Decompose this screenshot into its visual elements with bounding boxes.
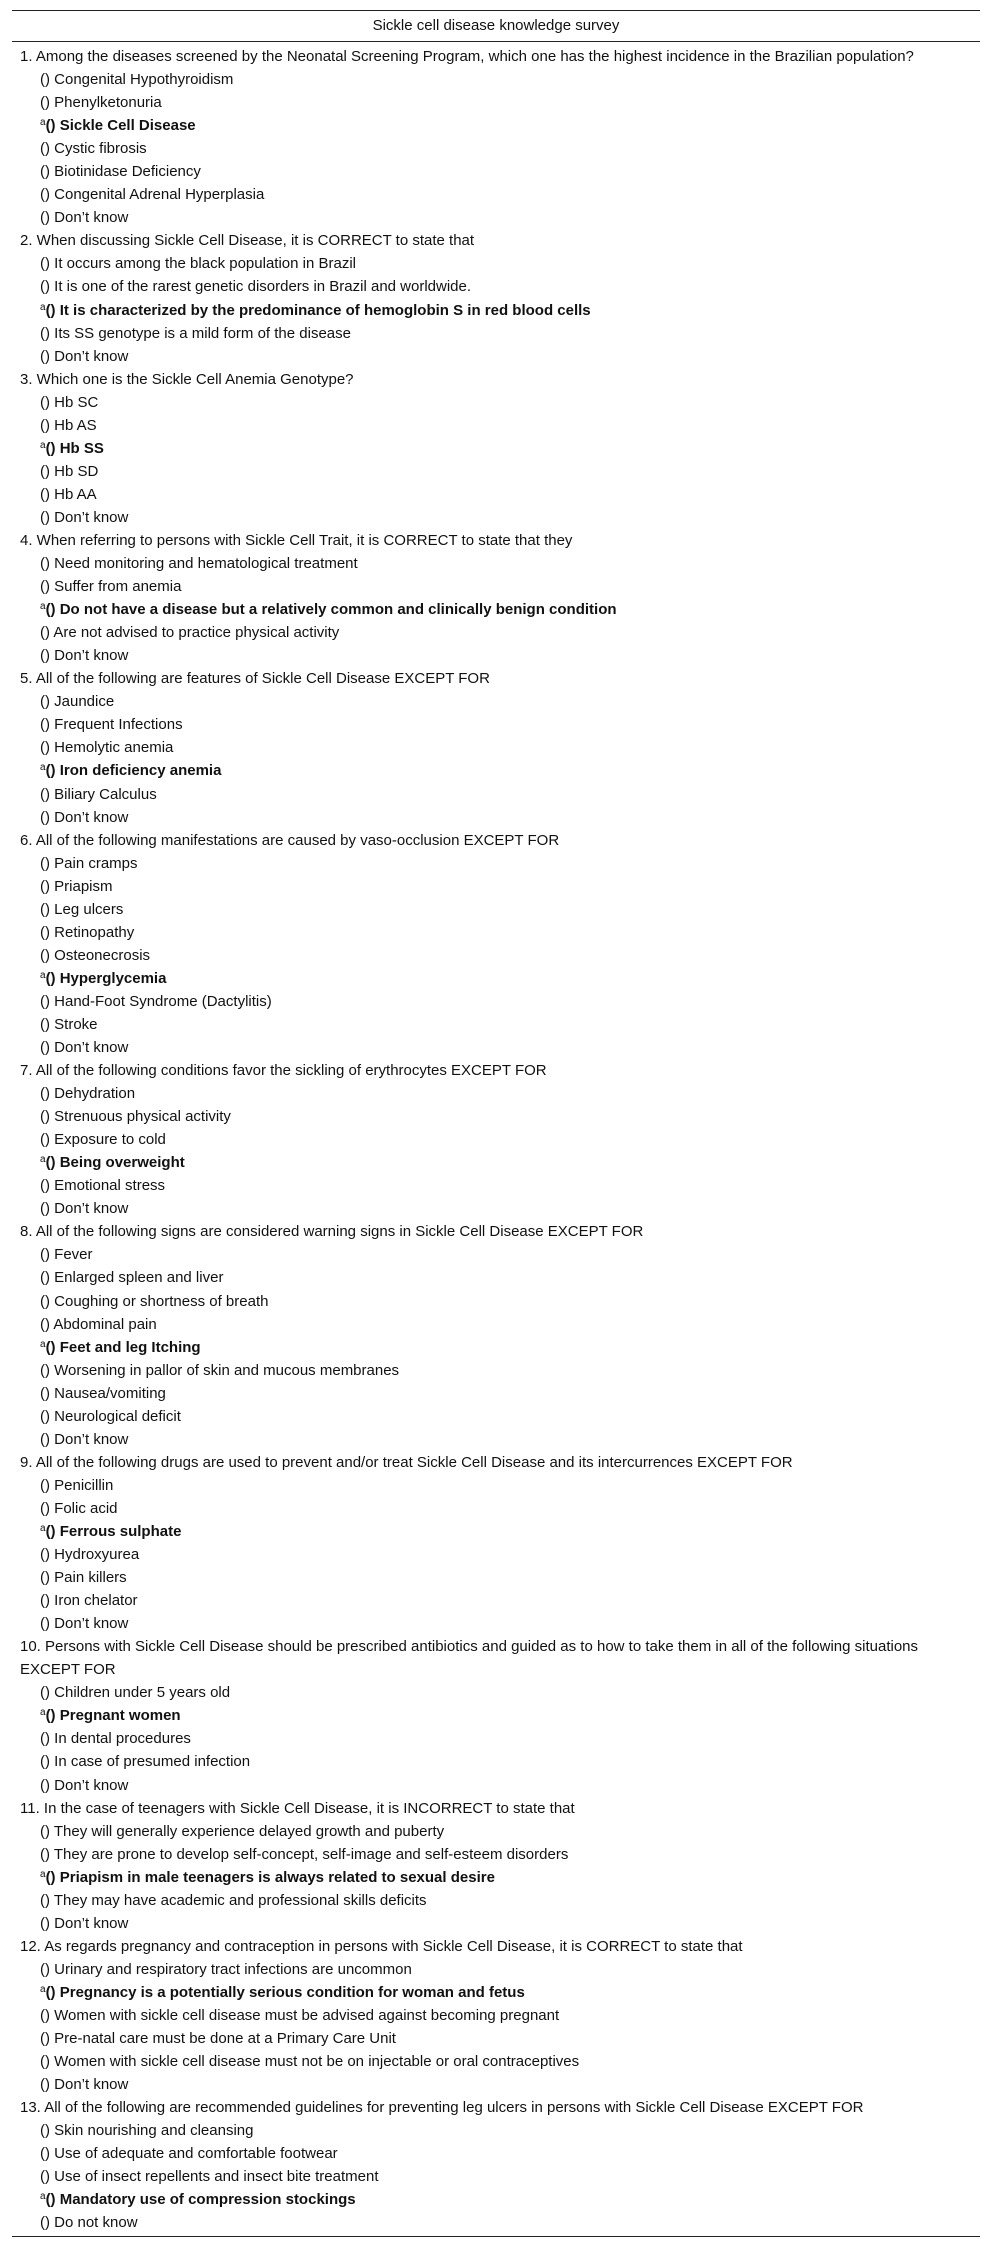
option-label: () Are not advised to practice physical activity <box>40 624 340 642</box>
option-label: () Iron chelator <box>40 1592 138 1610</box>
option-label: () Leg ulcers <box>40 900 124 918</box>
option-label: () Don’t know <box>40 1615 129 1633</box>
option-label: () Pregnancy is a potentially serious condition for woman and fetus <box>45 1983 525 2001</box>
option-label: () Don’t know <box>40 1200 129 1218</box>
question-text: 10. Persons with Sickle Cell Disease should be prescribed antibiotics and guided as to how to take them in all of the following situations EXCEPT FOR <box>20 1638 919 1679</box>
option-label: () Stroke <box>40 1015 98 1033</box>
option-label: () Being overweight <box>45 1154 185 1172</box>
correct-option <box>12 1981 980 2004</box>
answer-option <box>12 1128 980 1151</box>
correct-option <box>12 2188 980 2211</box>
answer-option <box>12 1820 980 1843</box>
correct-answer-marker: a <box>40 1868 46 1880</box>
question-text: 2. When discussing Sickle Cell Disease, it is CORRECT to state that <box>20 232 475 250</box>
answer-option <box>12 1036 980 1059</box>
answer-option <box>12 806 980 829</box>
option-label: () Priapism in male teenagers is always related to sexual desire <box>45 1868 495 1886</box>
question-text: 7. All of the following conditions favor the sickling of erythrocytes EXCEPT FOR <box>20 1062 547 1080</box>
answer-option <box>12 1681 980 1704</box>
option-label: () Hb SC <box>40 393 99 411</box>
option-label: () Mandatory use of compression stockings <box>45 2191 356 2209</box>
option-label: () Strenuous physical activity <box>40 1108 231 1126</box>
answer-option <box>12 1727 980 1750</box>
correct-option <box>12 437 980 460</box>
option-label: () Congenital Hypothyroidism <box>40 71 234 89</box>
option-label: () Urinary and respiratory tract infections are uncommon <box>40 1960 412 1978</box>
option-label: () Hb AS <box>40 416 97 434</box>
option-label: () Skin nourishing and cleansing <box>40 2122 254 2140</box>
option-label: () Pain cramps <box>40 854 138 872</box>
option-label: () Retinopathy <box>40 923 135 941</box>
option-label: () Abdominal pain <box>40 1315 157 1333</box>
question-text: 6. All of the following manifestations are caused by vaso-occlusion EXCEPT FOR <box>20 831 560 849</box>
table-title: Sickle cell disease knowledge survey <box>372 17 620 34</box>
option-label: () Enlarged spleen and liver <box>40 1269 224 1287</box>
answer-option <box>12 1958 980 1981</box>
answer-option <box>12 690 980 713</box>
answer-option <box>12 1566 980 1589</box>
correct-answer-marker: a <box>40 762 46 774</box>
answer-option <box>12 252 980 275</box>
answer-option <box>12 990 980 1013</box>
answer-option <box>12 552 980 575</box>
option-label: () Pregnant women <box>45 1707 181 1725</box>
correct-answer-marker: a <box>40 1338 46 1350</box>
option-label: () Women with sickle cell disease must be advised against becoming pregnant <box>40 2006 560 2024</box>
answer-option <box>12 736 980 759</box>
answer-option <box>12 506 980 529</box>
answer-option <box>12 2050 980 2073</box>
answer-option <box>12 1359 980 1382</box>
answer-option <box>12 575 980 598</box>
correct-option <box>12 1336 980 1359</box>
answer-option <box>12 1497 980 1520</box>
answer-option <box>12 391 980 414</box>
option-label: () Don’t know <box>40 347 129 365</box>
correct-option <box>12 759 980 782</box>
answer-option <box>12 183 980 206</box>
answer-option <box>12 2004 980 2027</box>
option-label: () Nausea/vomiting <box>40 1384 166 1402</box>
option-label: () Cystic fibrosis <box>40 140 147 158</box>
answer-option <box>12 460 980 483</box>
option-label: () Feet and leg Itching <box>45 1338 201 1356</box>
option-label: () They are prone to develop self-concept, self-image and self-esteem disorders <box>40 1845 569 1863</box>
correct-answer-marker: a <box>40 1983 46 1995</box>
correct-answer-marker: a <box>40 969 46 981</box>
answer-option <box>12 345 980 368</box>
answer-option <box>12 2165 980 2188</box>
option-label: () Dehydration <box>40 1085 136 1103</box>
answer-option <box>12 1750 980 1773</box>
answer-option <box>12 2142 980 2165</box>
answer-option <box>12 644 980 667</box>
survey-table <box>12 10 980 2237</box>
option-label: () Do not have a disease but a relatively common and clinically benign condition <box>45 601 617 619</box>
answer-option <box>12 91 980 114</box>
question-text: 13. All of the following are recommended guidelines for preventing leg ulcers in persons with Sickle Cell Disease EXCEPT FOR <box>20 2099 864 2117</box>
option-label: () In case of presumed infection <box>40 1753 251 1771</box>
answer-option <box>12 2073 980 2096</box>
option-label: () Don’t know <box>40 209 129 227</box>
answer-option <box>12 875 980 898</box>
answer-option <box>12 1382 980 1405</box>
answer-option <box>12 621 980 644</box>
answer-option <box>12 1405 980 1428</box>
answer-option <box>12 1266 980 1289</box>
question-text: 5. All of the following are features of Sickle Cell Disease EXCEPT FOR <box>20 670 490 688</box>
option-label: () Pain killers <box>40 1569 127 1587</box>
correct-option <box>12 967 980 990</box>
correct-option <box>12 1704 980 1727</box>
answer-option <box>12 898 980 921</box>
answer-option <box>12 1313 980 1336</box>
answer-option <box>12 1174 980 1197</box>
question-text: 9. All of the following drugs are used to prevent and/or treat Sickle Cell Disease and its intercurrences EXCEPT FOR <box>20 1453 793 1471</box>
option-label: () Hand-Foot Syndrome (Dactylitis) <box>40 992 272 1010</box>
option-label: () Penicillin <box>40 1476 114 1494</box>
option-label: () It is one of the rarest genetic disorders in Brazil and worldwide. <box>40 278 472 296</box>
question-text: 3. Which one is the Sickle Cell Anemia Genotype? <box>20 370 354 388</box>
correct-answer-marker: a <box>40 1707 46 1719</box>
answer-option <box>12 1774 980 1797</box>
option-label: () Hb SS <box>45 439 104 457</box>
correct-answer-marker: a <box>40 117 46 129</box>
correct-answer-marker: a <box>40 1154 46 1166</box>
answer-option <box>12 783 980 806</box>
correct-answer-marker: a <box>40 1523 46 1534</box>
correct-option <box>12 1866 980 1889</box>
option-label: () Don’t know <box>40 1430 129 1448</box>
option-label: () Suffer from anemia <box>40 578 182 596</box>
option-label: () They may have academic and professional skills deficits <box>40 1891 427 1909</box>
correct-option <box>12 299 980 322</box>
option-label: () They will generally experience delayed growth and puberty <box>40 1822 445 1840</box>
option-label: () Don’t know <box>40 1776 129 1794</box>
answer-option <box>12 1474 980 1497</box>
survey-body <box>12 42 980 2236</box>
correct-option <box>12 1520 980 1543</box>
option-label: () Hyperglycemia <box>45 969 167 987</box>
option-label: () Pre-natal care must be done at a Primary Care Unit <box>40 2030 396 2048</box>
answer-option <box>12 1543 980 1566</box>
option-label: () Neurological deficit <box>40 1407 181 1425</box>
option-label: () Don’t know <box>40 1039 129 1057</box>
question-text: 8. All of the following signs are considered warning signs in Sickle Cell Disease EXCEPT FOR <box>20 1223 644 1241</box>
answer-option <box>12 1013 980 1036</box>
answer-option <box>12 1243 980 1266</box>
answer-option <box>12 1912 980 1935</box>
answer-option <box>12 160 980 183</box>
option-label: () Don’t know <box>40 1914 129 1932</box>
option-label: () Its SS genotype is a mild form of the disease <box>40 324 351 342</box>
answer-option <box>12 137 980 160</box>
answer-option <box>12 1105 980 1128</box>
option-label: () Exposure to cold <box>40 1131 166 1149</box>
option-label: () Hydroxyurea <box>40 1546 140 1564</box>
option-label: () Women with sickle cell disease must not be on injectable or oral contraceptives <box>40 2053 580 2071</box>
answer-option <box>12 1843 980 1866</box>
answer-option <box>12 1889 980 1912</box>
option-label: () Do not know <box>40 2214 138 2232</box>
correct-answer-marker: a <box>40 439 46 451</box>
option-label: () It is characterized by the predominance of hemoglobin S in red blood cells <box>45 301 591 319</box>
option-label: () Children under 5 years old <box>40 1684 231 1702</box>
correct-answer-marker: a <box>40 601 46 613</box>
answer-option <box>12 2211 980 2234</box>
option-label: () Congenital Adrenal Hyperplasia <box>40 186 265 204</box>
option-label: () Use of insect repellents and insect bite treatment <box>40 2168 379 2186</box>
option-label: () Phenylketonuria <box>40 94 162 112</box>
correct-option <box>12 114 980 137</box>
answer-option <box>12 921 980 944</box>
option-label: () Use of adequate and comfortable footwear <box>40 2145 338 2163</box>
option-label: () Biliary Calculus <box>40 785 157 803</box>
answer-option <box>12 483 980 506</box>
option-label: () In dental procedures <box>40 1730 191 1748</box>
option-label: () Frequent Infections <box>40 716 183 734</box>
answer-option <box>12 713 980 736</box>
option-label: () Need monitoring and hematological treatment <box>40 555 358 573</box>
answer-option <box>12 275 980 298</box>
question-text: 1. Among the diseases screened by the Neonatal Screening Program, which one has the highest incidence in the Brazilian population? <box>20 48 914 65</box>
option-label: () Ferrous sulphate <box>45 1523 182 1540</box>
option-label: () Coughing or shortness of breath <box>40 1292 269 1310</box>
option-label: () Emotional stress <box>40 1177 166 1195</box>
option-label: () Sickle Cell Disease <box>45 117 196 135</box>
option-label: () Hb AA <box>40 485 97 503</box>
answer-option <box>12 1612 980 1635</box>
answer-option <box>12 1290 980 1313</box>
option-label: () Hb SD <box>40 462 99 480</box>
question-text: 4. When referring to persons with Sickle Cell Trait, it is CORRECT to state that they <box>20 531 573 549</box>
option-label: () Hemolytic anemia <box>40 739 174 757</box>
answer-option <box>12 852 980 875</box>
option-label: () Don’t know <box>40 808 129 826</box>
option-label: () Don’t know <box>40 2076 129 2094</box>
option-label: () Don’t know <box>40 647 129 665</box>
option-label: () Iron deficiency anemia <box>45 762 222 780</box>
answer-option <box>12 414 980 437</box>
answer-option <box>12 1197 980 1220</box>
answer-option <box>12 68 980 91</box>
answer-option <box>12 322 980 345</box>
answer-option <box>12 1589 980 1612</box>
correct-answer-marker: a <box>40 301 46 313</box>
answer-option <box>12 2027 980 2050</box>
answer-option <box>12 2119 980 2142</box>
answer-option <box>12 944 980 967</box>
option-label: () Biotinidase Deficiency <box>40 163 201 181</box>
answer-option <box>12 206 980 229</box>
correct-option <box>12 1151 980 1174</box>
question-text: 11. In the case of teenagers with Sickle Cell Disease, it is INCORRECT to state that <box>20 1799 575 1817</box>
option-label: () Fever <box>40 1246 93 1264</box>
option-label: () Priapism <box>40 877 113 895</box>
correct-option <box>12 598 980 621</box>
option-label: () Folic acid <box>40 1499 118 1517</box>
option-label: () Jaundice <box>40 693 115 711</box>
question-text: 12. As regards pregnancy and contraception in persons with Sickle Cell Disease, it is CORRECT to state that <box>20 1937 743 1955</box>
table-bottom-rule <box>12 2236 980 2237</box>
answer-option <box>12 1428 980 1451</box>
answer-option <box>12 1082 980 1105</box>
correct-answer-marker: a <box>40 2191 46 2203</box>
option-label: () Don’t know <box>40 508 129 526</box>
option-label: () Osteonecrosis <box>40 946 151 964</box>
option-label: () Worsening in pallor of skin and mucous membranes <box>40 1361 400 1379</box>
option-label: () It occurs among the black population in Brazil <box>40 255 356 273</box>
